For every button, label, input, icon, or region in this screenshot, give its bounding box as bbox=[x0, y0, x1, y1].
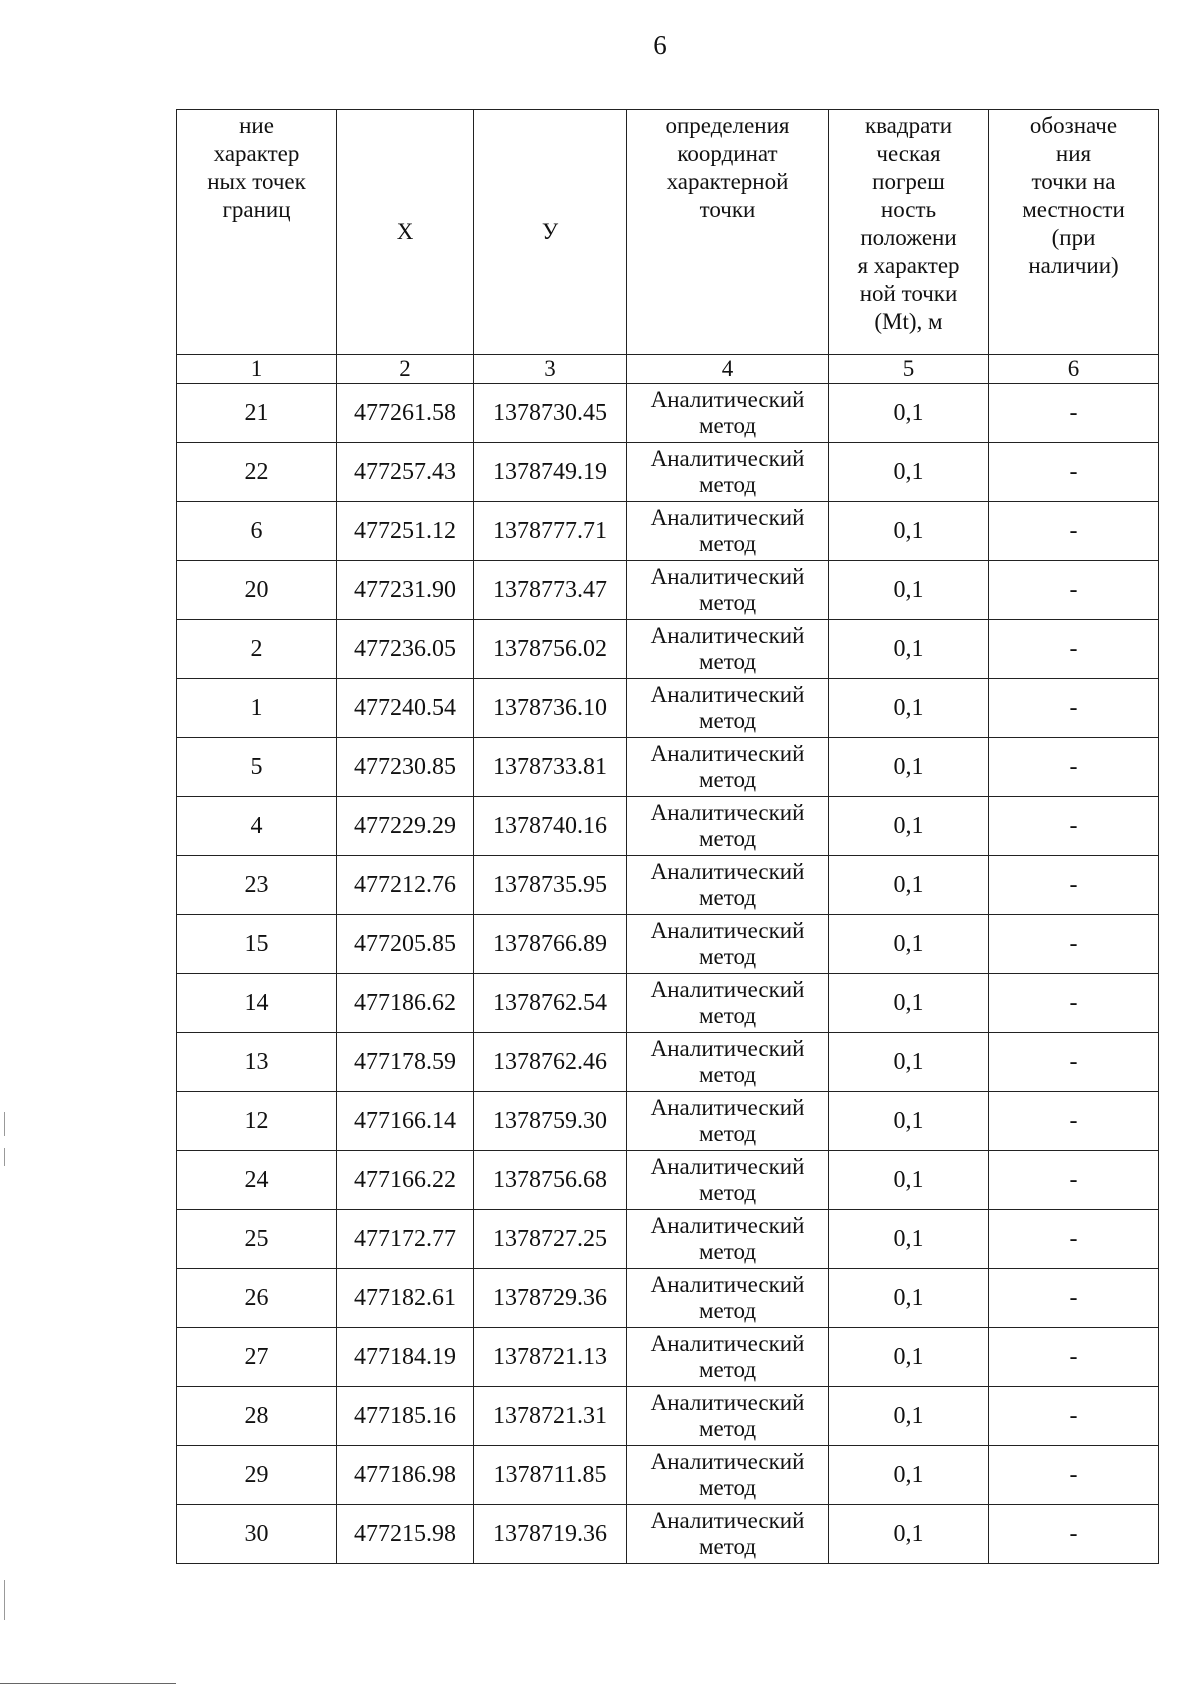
method-line: метод bbox=[698, 767, 757, 792]
cell-x-coordinate: 477166.14 bbox=[337, 1092, 474, 1151]
scan-edge-mark bbox=[4, 1112, 5, 1136]
cell-y-coordinate: 1378736.10 bbox=[474, 679, 627, 738]
method-line: метод bbox=[698, 413, 757, 438]
cell-method bbox=[627, 1269, 829, 1328]
table-row bbox=[177, 561, 1159, 620]
cell-method bbox=[627, 561, 829, 620]
cell-x-coordinate: 477186.98 bbox=[337, 1446, 474, 1505]
method-line: Аналитический bbox=[650, 1272, 805, 1297]
scan-edge-mark bbox=[4, 1580, 5, 1620]
table-row bbox=[177, 679, 1159, 738]
cell-x-coordinate: 477172.77 bbox=[337, 1210, 474, 1269]
table-row bbox=[177, 384, 1159, 443]
cell-point-number: 5 bbox=[177, 738, 337, 797]
header-line: характерной bbox=[666, 169, 789, 194]
column-number-row bbox=[177, 355, 1159, 384]
cell-point-number: 27 bbox=[177, 1328, 337, 1387]
scan-edge-mark bbox=[4, 1148, 5, 1166]
cell-point-number: 14 bbox=[177, 974, 337, 1033]
cell-x-coordinate: 477166.22 bbox=[337, 1151, 474, 1210]
header-line: погреш bbox=[872, 169, 945, 194]
cell-y-coordinate: 1378740.16 bbox=[474, 797, 627, 856]
cell-x-coordinate: 477229.29 bbox=[337, 797, 474, 856]
cell-x-coordinate: 477236.05 bbox=[337, 620, 474, 679]
cell-method bbox=[627, 1092, 829, 1151]
table-row bbox=[177, 443, 1159, 502]
coordinates-table bbox=[176, 109, 1159, 1564]
header-line: определения bbox=[665, 113, 790, 138]
cell-y-coordinate: 1378721.31 bbox=[474, 1387, 627, 1446]
cell-marking: - bbox=[989, 1033, 1159, 1092]
cell-marking: - bbox=[989, 1210, 1159, 1269]
cell-error: 0,1 bbox=[829, 620, 989, 679]
cell-error: 0,1 bbox=[829, 856, 989, 915]
table-row bbox=[177, 915, 1159, 974]
page-number: 6 bbox=[653, 30, 667, 60]
method-line: метод bbox=[698, 1121, 757, 1146]
method-line: Аналитический bbox=[650, 741, 805, 766]
cell-y-coordinate: 1378762.46 bbox=[474, 1033, 627, 1092]
cell-y-coordinate: 1378756.68 bbox=[474, 1151, 627, 1210]
header-y: У bbox=[474, 110, 627, 355]
cell-y-coordinate: 1378733.81 bbox=[474, 738, 627, 797]
cell-error: 0,1 bbox=[829, 797, 989, 856]
table-row bbox=[177, 738, 1159, 797]
cell-y-coordinate: 1378735.95 bbox=[474, 856, 627, 915]
method-line: метод bbox=[698, 1062, 757, 1087]
header-line: координат bbox=[677, 141, 778, 166]
method-line: метод bbox=[698, 590, 757, 615]
cell-y-coordinate: 1378719.36 bbox=[474, 1505, 627, 1564]
method-line: Аналитический bbox=[650, 1036, 805, 1061]
cell-x-coordinate: 477186.62 bbox=[337, 974, 474, 1033]
cell-y-coordinate: 1378773.47 bbox=[474, 561, 627, 620]
header-line: ческая bbox=[876, 141, 941, 166]
header-line: ния bbox=[1055, 141, 1092, 166]
header-point-name bbox=[177, 110, 337, 355]
table-row bbox=[177, 1387, 1159, 1446]
table-row bbox=[177, 620, 1159, 679]
header-line: ной точки bbox=[859, 281, 958, 306]
method-line: Аналитический bbox=[650, 1390, 805, 1415]
method-line: метод bbox=[698, 1416, 757, 1441]
cell-error: 0,1 bbox=[829, 679, 989, 738]
table-row bbox=[177, 1328, 1159, 1387]
table-row bbox=[177, 1092, 1159, 1151]
cell-error: 0,1 bbox=[829, 443, 989, 502]
cell-marking: - bbox=[989, 561, 1159, 620]
cell-method bbox=[627, 443, 829, 502]
cell-point-number: 28 bbox=[177, 1387, 337, 1446]
header-line: ных точек bbox=[207, 169, 306, 194]
method-line: метод bbox=[698, 1003, 757, 1028]
method-line: метод bbox=[698, 944, 757, 969]
method-line: Аналитический bbox=[650, 682, 805, 707]
table-row bbox=[177, 1210, 1159, 1269]
cell-marking: - bbox=[989, 1151, 1159, 1210]
cell-point-number: 23 bbox=[177, 856, 337, 915]
cell-point-number: 6 bbox=[177, 502, 337, 561]
table-row bbox=[177, 502, 1159, 561]
cell-error: 0,1 bbox=[829, 915, 989, 974]
cell-x-coordinate: 477257.43 bbox=[337, 443, 474, 502]
table-header-row bbox=[177, 110, 1159, 355]
method-line: метод bbox=[698, 708, 757, 733]
cell-x-coordinate: 477205.85 bbox=[337, 915, 474, 974]
cell-marking: - bbox=[989, 797, 1159, 856]
header-line: квадрати bbox=[864, 113, 953, 138]
table-row bbox=[177, 856, 1159, 915]
cell-x-coordinate: 477231.90 bbox=[337, 561, 474, 620]
cell-y-coordinate: 1378756.02 bbox=[474, 620, 627, 679]
method-line: Аналитический bbox=[650, 1213, 805, 1238]
table-row bbox=[177, 797, 1159, 856]
method-line: метод bbox=[698, 1180, 757, 1205]
cell-error: 0,1 bbox=[829, 384, 989, 443]
cell-x-coordinate: 477178.59 bbox=[337, 1033, 474, 1092]
cell-method bbox=[627, 1210, 829, 1269]
cell-method bbox=[627, 974, 829, 1033]
cell-y-coordinate: 1378759.30 bbox=[474, 1092, 627, 1151]
method-line: метод bbox=[698, 1239, 757, 1264]
table-row bbox=[177, 1505, 1159, 1564]
header-error bbox=[829, 110, 989, 355]
header-line: наличии) bbox=[1028, 253, 1119, 278]
cell-point-number: 21 bbox=[177, 384, 337, 443]
cell-marking: - bbox=[989, 1092, 1159, 1151]
cell-marking: - bbox=[989, 1269, 1159, 1328]
table-row bbox=[177, 1033, 1159, 1092]
cell-method bbox=[627, 1328, 829, 1387]
cell-marking: - bbox=[989, 915, 1159, 974]
header-line: границ bbox=[222, 197, 291, 222]
method-line: метод bbox=[698, 649, 757, 674]
cell-marking: - bbox=[989, 1446, 1159, 1505]
header-line: обозначе bbox=[1029, 113, 1118, 138]
cell-method bbox=[627, 1387, 829, 1446]
header-line: положени bbox=[860, 225, 957, 250]
cell-error: 0,1 bbox=[829, 502, 989, 561]
column-number: 3 bbox=[474, 355, 627, 384]
cell-error: 0,1 bbox=[829, 1446, 989, 1505]
cell-x-coordinate: 477215.98 bbox=[337, 1505, 474, 1564]
cell-x-coordinate: 477212.76 bbox=[337, 856, 474, 915]
method-line: Аналитический bbox=[650, 918, 805, 943]
method-line: Аналитический bbox=[650, 1331, 805, 1356]
method-line: Аналитический bbox=[650, 387, 805, 412]
column-number: 6 bbox=[989, 355, 1159, 384]
method-line: Аналитический bbox=[650, 977, 805, 1002]
method-line: метод bbox=[698, 826, 757, 851]
cell-x-coordinate: 477261.58 bbox=[337, 384, 474, 443]
cell-x-coordinate: 477240.54 bbox=[337, 679, 474, 738]
cell-method bbox=[627, 384, 829, 443]
header-marking bbox=[989, 110, 1159, 355]
cell-error: 0,1 bbox=[829, 738, 989, 797]
cell-point-number: 2 bbox=[177, 620, 337, 679]
cell-y-coordinate: 1378730.45 bbox=[474, 384, 627, 443]
cell-method bbox=[627, 502, 829, 561]
cell-method bbox=[627, 1151, 829, 1210]
cell-method bbox=[627, 738, 829, 797]
cell-method bbox=[627, 797, 829, 856]
cell-point-number: 1 bbox=[177, 679, 337, 738]
cell-marking: - bbox=[989, 443, 1159, 502]
method-line: Аналитический bbox=[650, 1154, 805, 1179]
cell-marking: - bbox=[989, 620, 1159, 679]
cell-error: 0,1 bbox=[829, 1092, 989, 1151]
cell-point-number: 29 bbox=[177, 1446, 337, 1505]
method-line: метод bbox=[698, 531, 757, 556]
cell-marking: - bbox=[989, 856, 1159, 915]
cell-y-coordinate: 1378777.71 bbox=[474, 502, 627, 561]
header-line: точки на bbox=[1031, 169, 1116, 194]
method-line: Аналитический bbox=[650, 446, 805, 471]
cell-y-coordinate: 1378711.85 bbox=[474, 1446, 627, 1505]
cell-point-number: 30 bbox=[177, 1505, 337, 1564]
cell-error: 0,1 bbox=[829, 1033, 989, 1092]
column-number: 4 bbox=[627, 355, 829, 384]
method-line: метод bbox=[698, 885, 757, 910]
method-line: Аналитический bbox=[650, 859, 805, 884]
method-line: Аналитический bbox=[650, 623, 805, 648]
header-line: характер bbox=[213, 141, 300, 166]
cell-method bbox=[627, 679, 829, 738]
cell-marking: - bbox=[989, 384, 1159, 443]
cell-point-number: 13 bbox=[177, 1033, 337, 1092]
cell-point-number: 26 bbox=[177, 1269, 337, 1328]
cell-x-coordinate: 477251.12 bbox=[337, 502, 474, 561]
table-row bbox=[177, 974, 1159, 1033]
method-line: Аналитический bbox=[650, 1095, 805, 1120]
cell-method bbox=[627, 1446, 829, 1505]
cell-y-coordinate: 1378749.19 bbox=[474, 443, 627, 502]
cell-x-coordinate: 477184.19 bbox=[337, 1328, 474, 1387]
cell-error: 0,1 bbox=[829, 974, 989, 1033]
method-line: Аналитический bbox=[650, 1508, 805, 1533]
cell-method bbox=[627, 620, 829, 679]
cell-error: 0,1 bbox=[829, 1387, 989, 1446]
cell-y-coordinate: 1378762.54 bbox=[474, 974, 627, 1033]
cell-x-coordinate: 477182.61 bbox=[337, 1269, 474, 1328]
cell-method bbox=[627, 1505, 829, 1564]
method-line: метод bbox=[698, 1475, 757, 1500]
cell-error: 0,1 bbox=[829, 1505, 989, 1564]
column-number: 2 bbox=[337, 355, 474, 384]
header-line: я характер bbox=[857, 253, 960, 278]
cell-point-number: 12 bbox=[177, 1092, 337, 1151]
cell-marking: - bbox=[989, 1387, 1159, 1446]
method-line: Аналитический bbox=[650, 800, 805, 825]
method-line: метод bbox=[698, 1534, 757, 1559]
cell-y-coordinate: 1378766.89 bbox=[474, 915, 627, 974]
cell-point-number: 15 bbox=[177, 915, 337, 974]
header-x: Х bbox=[337, 110, 474, 355]
header-line: ние bbox=[239, 113, 274, 138]
cell-method bbox=[627, 1033, 829, 1092]
method-line: Аналитический bbox=[650, 564, 805, 589]
cell-y-coordinate: 1378729.36 bbox=[474, 1269, 627, 1328]
cell-error: 0,1 bbox=[829, 1328, 989, 1387]
table-row bbox=[177, 1269, 1159, 1328]
cell-marking: - bbox=[989, 1505, 1159, 1564]
table-row bbox=[177, 1446, 1159, 1505]
cell-point-number: 24 bbox=[177, 1151, 337, 1210]
cell-error: 0,1 bbox=[829, 1269, 989, 1328]
cell-marking: - bbox=[989, 974, 1159, 1033]
method-line: Аналитический bbox=[650, 505, 805, 530]
table-row bbox=[177, 1151, 1159, 1210]
cell-method bbox=[627, 856, 829, 915]
header-method bbox=[627, 110, 829, 355]
header-line: точки bbox=[699, 197, 756, 222]
cell-marking: - bbox=[989, 502, 1159, 561]
cell-y-coordinate: 1378721.13 bbox=[474, 1328, 627, 1387]
header-line: местности bbox=[1022, 197, 1125, 222]
header-line: (Mt), м bbox=[874, 309, 943, 334]
cell-error: 0,1 bbox=[829, 1151, 989, 1210]
column-number: 5 bbox=[829, 355, 989, 384]
header-line: (при bbox=[1051, 225, 1096, 250]
cell-point-number: 22 bbox=[177, 443, 337, 502]
cell-marking: - bbox=[989, 738, 1159, 797]
method-line: метод bbox=[698, 1357, 757, 1382]
header-line: ность bbox=[880, 197, 937, 222]
cell-point-number: 20 bbox=[177, 561, 337, 620]
method-line: Аналитический bbox=[650, 1449, 805, 1474]
cell-point-number: 25 bbox=[177, 1210, 337, 1269]
cell-point-number: 4 bbox=[177, 797, 337, 856]
cell-marking: - bbox=[989, 679, 1159, 738]
method-line: метод bbox=[698, 472, 757, 497]
cell-error: 0,1 bbox=[829, 1210, 989, 1269]
column-number: 1 bbox=[177, 355, 337, 384]
footnote-rule bbox=[0, 1683, 176, 1684]
cell-x-coordinate: 477230.85 bbox=[337, 738, 474, 797]
cell-x-coordinate: 477185.16 bbox=[337, 1387, 474, 1446]
cell-y-coordinate: 1378727.25 bbox=[474, 1210, 627, 1269]
method-line: метод bbox=[698, 1298, 757, 1323]
cell-marking: - bbox=[989, 1328, 1159, 1387]
cell-method bbox=[627, 915, 829, 974]
cell-error: 0,1 bbox=[829, 561, 989, 620]
